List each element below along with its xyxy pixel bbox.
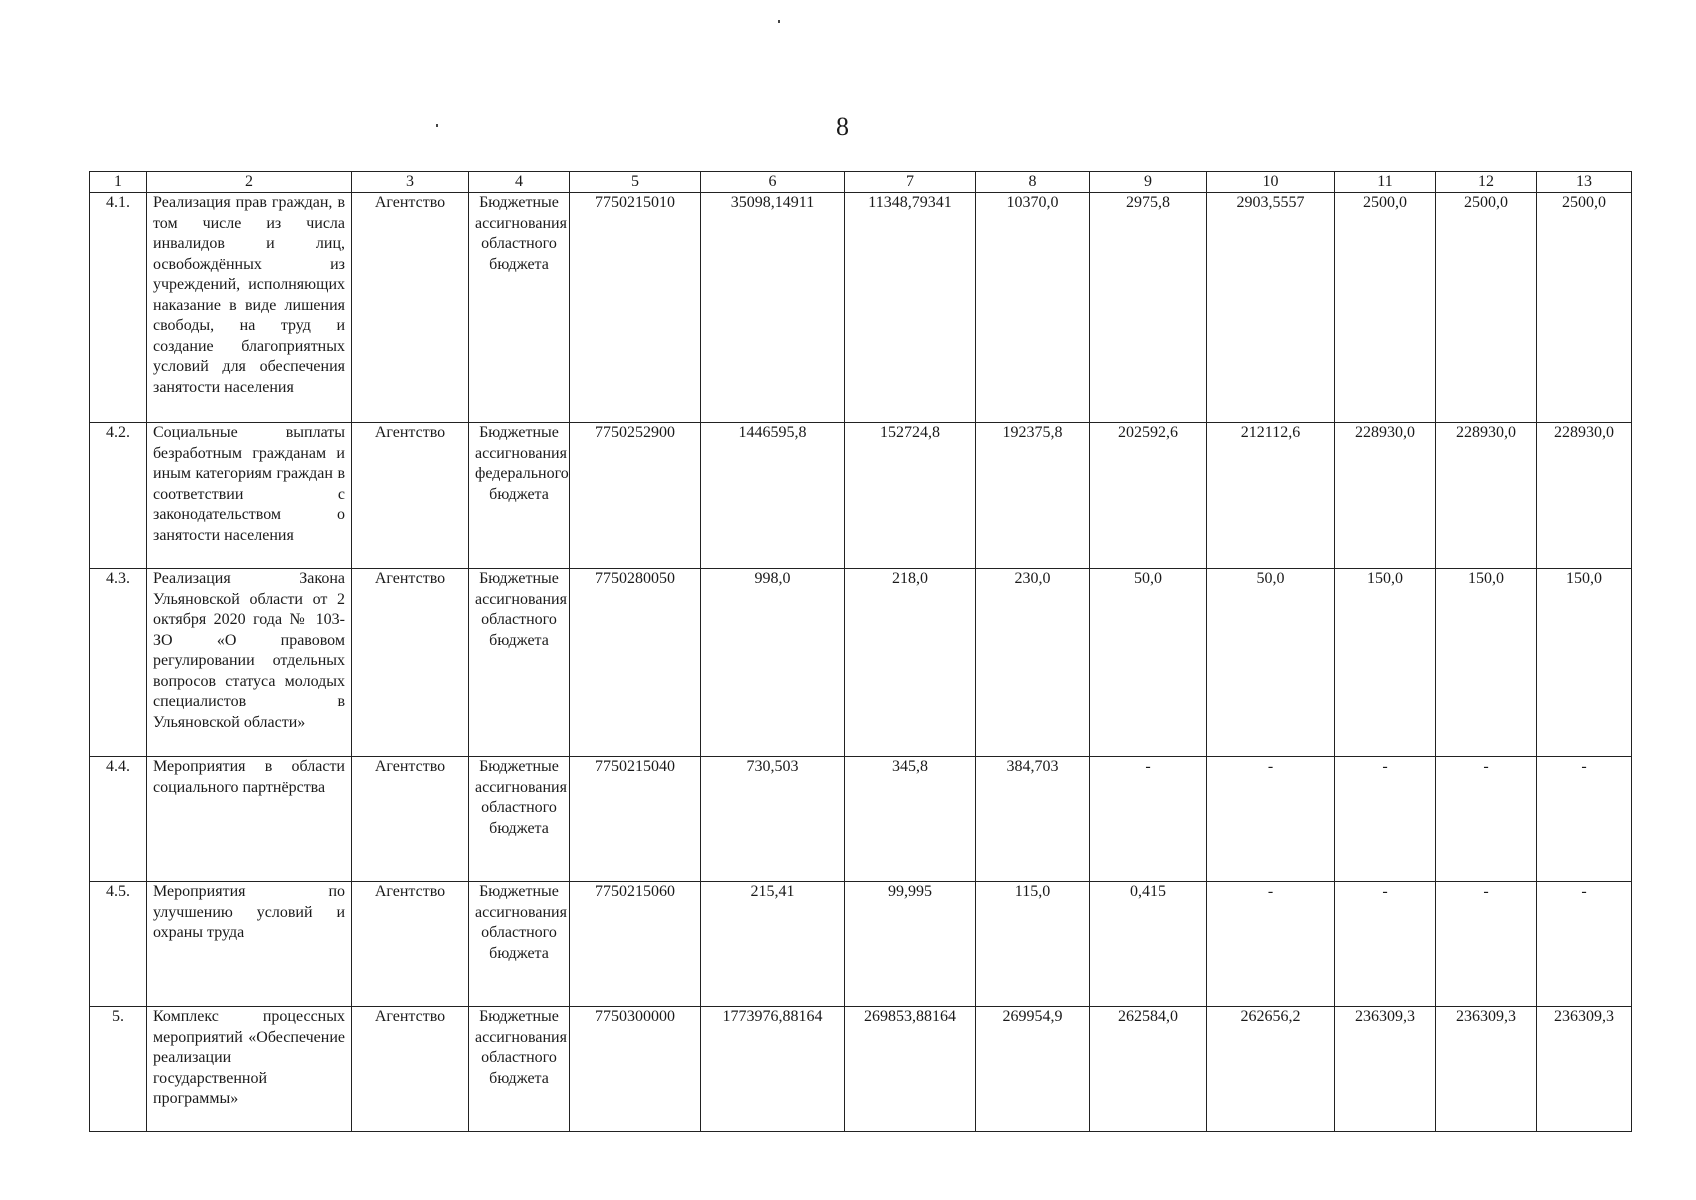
value-col-12: 228930,0	[1436, 423, 1537, 569]
funding-source: Бюджетные ассигнования областного бюджета	[469, 1007, 570, 1132]
value-col-8: 10370,0	[976, 193, 1090, 423]
table-row	[90, 569, 1632, 757]
value-col-6: 1773976,88164	[701, 1007, 845, 1132]
budget-code: 7750252900	[570, 423, 701, 569]
header-cell: 9	[1090, 172, 1207, 193]
value-col-13: 236309,3	[1537, 1007, 1632, 1132]
measure-name: Реализация Закона Ульяновской области от 2 октября 2020 года № 103-ЗО «О правовом регулировании отдельных вопросов статуса молодых специалистов в Ульяновской области»	[147, 569, 352, 757]
value-col-9: 262584,0	[1090, 1007, 1207, 1132]
value-col-7: 99,995	[845, 882, 976, 1007]
row-number: 4.3.	[90, 569, 147, 757]
executor: Агентство	[352, 193, 469, 423]
header-cell: 3	[352, 172, 469, 193]
row-number: 4.5.	[90, 882, 147, 1007]
funding-source: Бюджетные ассигнования федерального бюджета	[469, 423, 570, 569]
measure-name: Мероприятия в области социального партнёрства	[147, 757, 352, 882]
table-row	[90, 757, 1632, 882]
value-col-11: 150,0	[1335, 569, 1436, 757]
value-col-11: 236309,3	[1335, 1007, 1436, 1132]
header-cell: 13	[1537, 172, 1632, 193]
row-number: 5.	[90, 1007, 147, 1132]
header-cell: 11	[1335, 172, 1436, 193]
value-col-8: 269954,9	[976, 1007, 1090, 1132]
value-col-8: 230,0	[976, 569, 1090, 757]
value-col-13: 228930,0	[1537, 423, 1632, 569]
value-col-11: 228930,0	[1335, 423, 1436, 569]
header-cell: 1	[90, 172, 147, 193]
measure-name: Мероприятия по улучшению условий и охраны труда	[147, 882, 352, 1007]
scan-speck	[778, 20, 780, 23]
value-col-12: -	[1436, 757, 1537, 882]
measure-name: Социальные выплаты безработным гражданам и иным категориям граждан в соответствии с законодательством о занятости населения	[147, 423, 352, 569]
value-col-12: 236309,3	[1436, 1007, 1537, 1132]
value-col-10: 2903,5557	[1207, 193, 1335, 423]
value-col-8: 192375,8	[976, 423, 1090, 569]
value-col-10: -	[1207, 882, 1335, 1007]
value-col-12: 150,0	[1436, 569, 1537, 757]
value-col-10: 212112,6	[1207, 423, 1335, 569]
header-cell: 8	[976, 172, 1090, 193]
value-col-7: 345,8	[845, 757, 976, 882]
value-col-13: 150,0	[1537, 569, 1632, 757]
value-col-10: 262656,2	[1207, 1007, 1335, 1132]
measure-name: Комплекс процессных мероприятий «Обеспечение реализации государственной программы»	[147, 1007, 352, 1132]
header-cell: 5	[570, 172, 701, 193]
funding-source: Бюджетные ассигнования областного бюджета	[469, 193, 570, 423]
value-col-8: 115,0	[976, 882, 1090, 1007]
executor: Агентство	[352, 423, 469, 569]
row-number: 4.1.	[90, 193, 147, 423]
value-col-7: 269853,88164	[845, 1007, 976, 1132]
value-col-13: -	[1537, 882, 1632, 1007]
value-col-8: 384,703	[976, 757, 1090, 882]
budget-code: 7750215040	[570, 757, 701, 882]
value-col-12: 2500,0	[1436, 193, 1537, 423]
value-col-6: 215,41	[701, 882, 845, 1007]
funding-source: Бюджетные ассигнования областного бюджета	[469, 757, 570, 882]
executor: Агентство	[352, 757, 469, 882]
value-col-6: 35098,14911	[701, 193, 845, 423]
executor: Агентство	[352, 569, 469, 757]
value-col-7: 152724,8	[845, 423, 976, 569]
value-col-11: -	[1335, 757, 1436, 882]
funding-source: Бюджетные ассигнования областного бюджета	[469, 882, 570, 1007]
table-row	[90, 193, 1632, 423]
executor: Агентство	[352, 882, 469, 1007]
row-number: 4.2.	[90, 423, 147, 569]
page-number: 8	[836, 112, 849, 141]
header-cell: 6	[701, 172, 845, 193]
header-row	[90, 172, 1632, 193]
header-cell: 4	[469, 172, 570, 193]
value-col-10: -	[1207, 757, 1335, 882]
value-col-10: 50,0	[1207, 569, 1335, 757]
header-cell: 7	[845, 172, 976, 193]
value-col-11: 2500,0	[1335, 193, 1436, 423]
table-row	[90, 1007, 1632, 1132]
value-col-7: 11348,79341	[845, 193, 976, 423]
value-col-6: 1446595,8	[701, 423, 845, 569]
budget-code: 7750215060	[570, 882, 701, 1007]
row-number: 4.4.	[90, 757, 147, 882]
measure-name: Реализация прав граждан, в том числе из числа инвалидов и лиц, освобождённых из учреждений, исполняющих наказание в виде лишения свободы, на труд и создание благоприятных условий для обеспечения занятости населения	[147, 193, 352, 423]
budget-table	[89, 171, 1632, 1132]
value-col-9: 2975,8	[1090, 193, 1207, 423]
value-col-12: -	[1436, 882, 1537, 1007]
table-row	[90, 423, 1632, 569]
header-cell: 10	[1207, 172, 1335, 193]
value-col-11: -	[1335, 882, 1436, 1007]
value-col-9: -	[1090, 757, 1207, 882]
value-col-13: 2500,0	[1537, 193, 1632, 423]
value-col-7: 218,0	[845, 569, 976, 757]
scan-speck	[436, 124, 438, 127]
value-col-9: 202592,6	[1090, 423, 1207, 569]
value-col-6: 730,503	[701, 757, 845, 882]
value-col-13: -	[1537, 757, 1632, 882]
executor: Агентство	[352, 1007, 469, 1132]
value-col-9: 0,415	[1090, 882, 1207, 1007]
table-row	[90, 882, 1632, 1007]
budget-code: 7750300000	[570, 1007, 701, 1132]
value-col-6: 998,0	[701, 569, 845, 757]
header-cell: 12	[1436, 172, 1537, 193]
funding-source: Бюджетные ассигнования областного бюджета	[469, 569, 570, 757]
budget-code: 7750280050	[570, 569, 701, 757]
value-col-9: 50,0	[1090, 569, 1207, 757]
budget-code: 7750215010	[570, 193, 701, 423]
header-cell: 2	[147, 172, 352, 193]
